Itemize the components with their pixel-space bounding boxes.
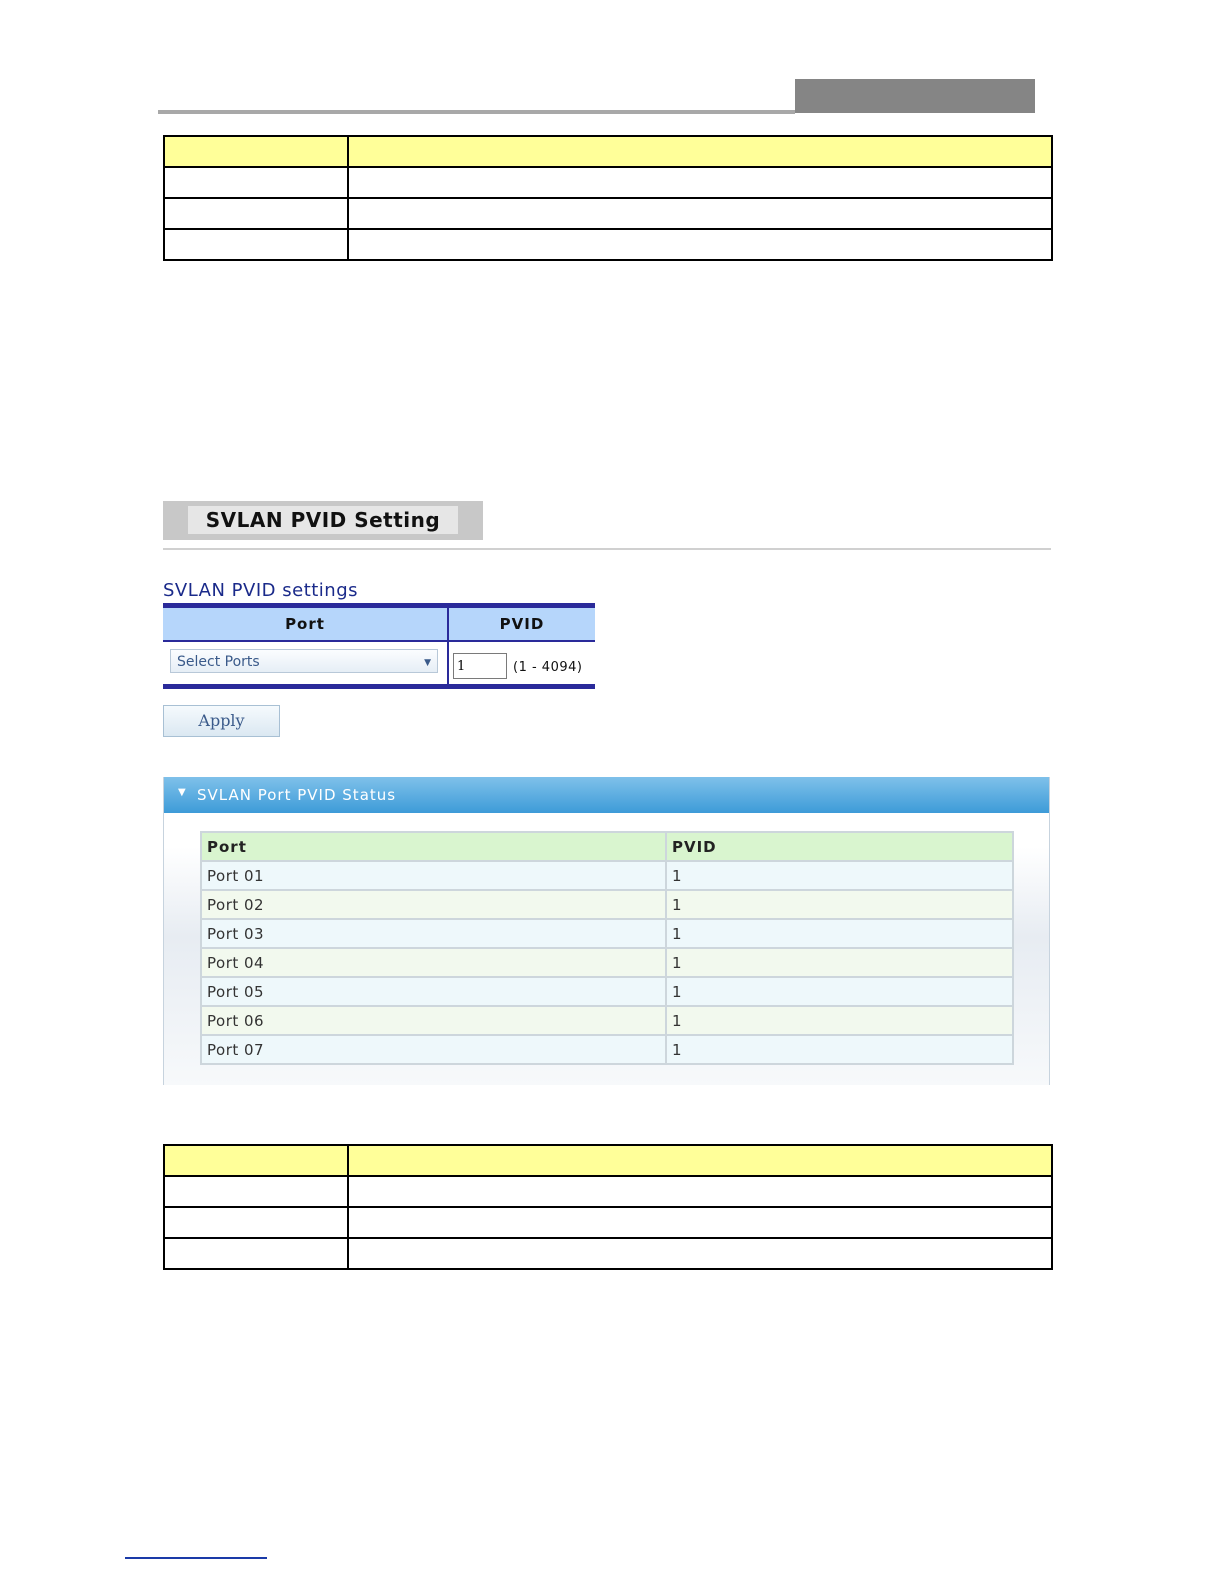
- port-cell: Port 05: [201, 977, 666, 1006]
- settings-col-pvid: PVID: [449, 608, 595, 640]
- doc-table-header-row: [164, 1145, 1052, 1176]
- doc-table-cell: [348, 136, 1052, 167]
- doc-table-cell: [348, 1207, 1052, 1238]
- header-block: [795, 79, 1035, 113]
- doc-table-row: [164, 1238, 1052, 1269]
- table-row: [201, 977, 1013, 1006]
- pvid-cell: 1: [666, 1035, 1013, 1064]
- doc-table-cell: [164, 1145, 348, 1176]
- collapse-caret-icon[interactable]: ▼: [178, 787, 186, 798]
- doc-table-cell: [164, 1207, 348, 1238]
- doc-table-top: [163, 135, 1053, 261]
- doc-table-row: [164, 198, 1052, 229]
- doc-table-cell: [164, 167, 348, 198]
- doc-table-cell: [164, 136, 348, 167]
- doc-table-row: [164, 1176, 1052, 1207]
- header-rule: [158, 110, 795, 114]
- status-col-pvid: PVID: [666, 832, 1013, 861]
- status-table-header: [201, 832, 1013, 861]
- section-heading: SVLAN PVID Setting: [188, 506, 458, 534]
- doc-table-row: [164, 229, 1052, 260]
- table-row: [201, 919, 1013, 948]
- doc-table-cell: [348, 1238, 1052, 1269]
- doc-table-row: [164, 1207, 1052, 1238]
- status-panel-header[interactable]: [164, 777, 1050, 813]
- pvid-cell: 1: [666, 977, 1013, 1006]
- select-ports-label: Select Ports: [177, 654, 260, 670]
- port-cell: Port 06: [201, 1006, 666, 1035]
- table-row: [201, 861, 1013, 890]
- doc-table-row: [164, 167, 1052, 198]
- doc-table-cell: [348, 1145, 1052, 1176]
- doc-table-cell: [164, 1176, 348, 1207]
- pvid-cell: 1: [666, 1006, 1013, 1035]
- status-table: [200, 831, 1014, 1065]
- port-cell: Port 07: [201, 1035, 666, 1064]
- doc-table-cell: [348, 229, 1052, 260]
- settings-title: SVLAN PVID settings: [163, 580, 359, 601]
- footer-link-underline: [125, 1557, 267, 1559]
- section-rule: [163, 548, 1051, 550]
- pvid-input[interactable]: [453, 653, 507, 679]
- doc-table-cell: [164, 229, 348, 260]
- status-col-port: Port: [201, 832, 666, 861]
- doc-table-cell: [348, 167, 1052, 198]
- settings-col-port: Port: [163, 608, 447, 640]
- doc-table-cell: [348, 198, 1052, 229]
- table-row: [201, 948, 1013, 977]
- port-cell: Port 01: [201, 861, 666, 890]
- apply-button[interactable]: Apply: [163, 705, 280, 737]
- settings-divider: [163, 640, 595, 642]
- status-panel: [163, 777, 1050, 1085]
- pvid-cell: 1: [666, 890, 1013, 919]
- doc-table-cell: [164, 198, 348, 229]
- port-cell: Port 03: [201, 919, 666, 948]
- pvid-cell: 1: [666, 919, 1013, 948]
- table-row: [201, 1006, 1013, 1035]
- chevron-down-icon: ▼: [424, 658, 431, 668]
- doc-table-header-row: [164, 136, 1052, 167]
- settings-form: [163, 603, 595, 689]
- pvid-cell: 1: [666, 861, 1013, 890]
- port-cell: Port 04: [201, 948, 666, 977]
- table-row: [201, 1035, 1013, 1064]
- pvid-cell: 1: [666, 948, 1013, 977]
- doc-table-bottom: [163, 1144, 1053, 1270]
- port-cell: Port 02: [201, 890, 666, 919]
- select-ports-dropdown[interactable]: [170, 649, 438, 673]
- doc-table-cell: [164, 1238, 348, 1269]
- doc-table-cell: [348, 1176, 1052, 1207]
- settings-divider: [447, 608, 449, 684]
- pvid-range-hint: (1 - 4094): [513, 660, 583, 675]
- status-panel-title: SVLAN Port PVID Status: [197, 786, 397, 804]
- table-row: [201, 890, 1013, 919]
